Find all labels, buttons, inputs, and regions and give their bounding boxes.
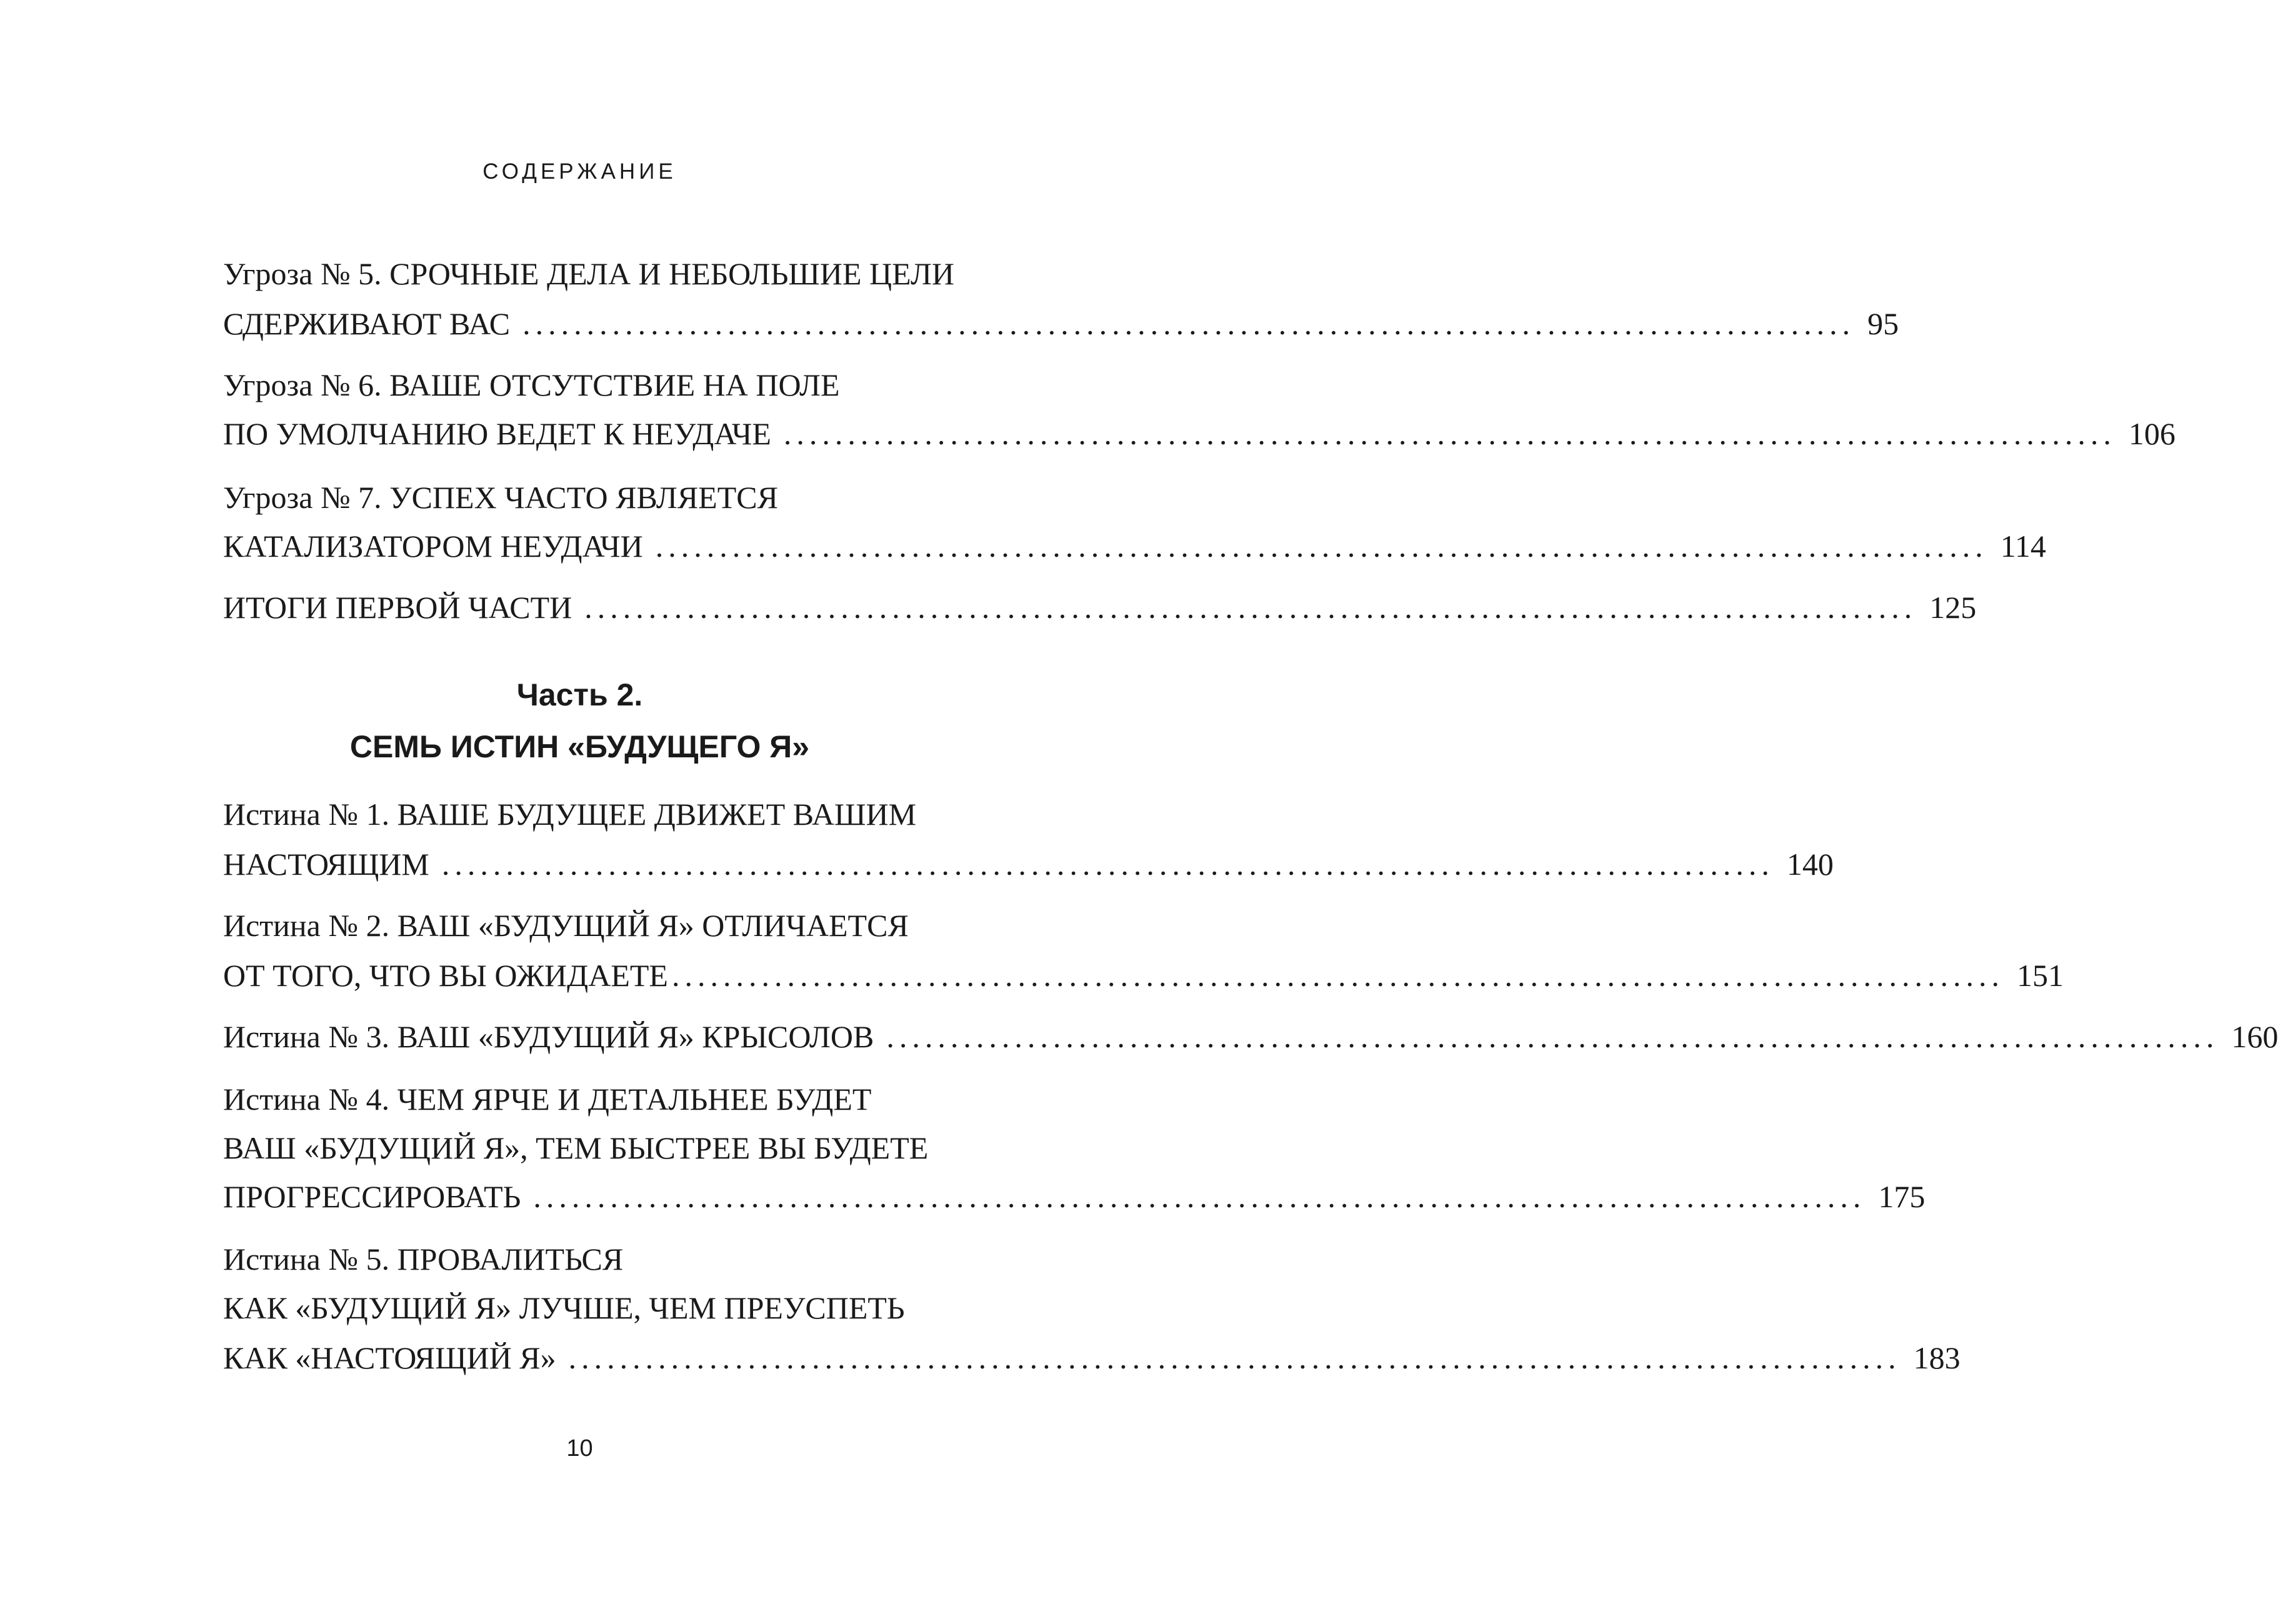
dot-leader: ........................................................................................................ — [584, 590, 1917, 625]
toc-entry-threat-6-line-1: Угроза № 6. ВАШЕ ОТСУТСТВИЕ НА ПОЛЕ — [223, 367, 840, 402]
toc-page-number: 95 — [1867, 306, 1899, 341]
toc-entry-threat-5-line-1: Угроза № 5. СРОЧНЫЕ ДЕЛА И НЕБОЛЬШИЕ ЦЕЛИ — [223, 256, 955, 291]
part-heading-title: СЕМЬ ИСТИН «БУДУЩЕГО Я» — [349, 729, 810, 764]
toc-page-number: 183 — [1913, 1340, 1961, 1375]
toc-entry-truth-4-line-2: ВАШ «БУДУЩИЙ Я», ТЕМ БЫСТРЕЕ ВЫ БУДЕТЕ — [223, 1130, 929, 1165]
toc-entry-truth-3-text: Истина № 3. ВАШ «БУДУЩИЙ Я» КРЫСОЛОВ — [223, 1019, 874, 1054]
toc-page-number: 151 — [2016, 958, 2064, 993]
toc-entry-threat-7-line-1: Угроза № 7. УСПЕХ ЧАСТО ЯВЛЯЕТСЯ — [223, 480, 778, 515]
toc-entry-truth-1-leader[interactable] — [223, 845, 1834, 883]
dot-leader: ........................................................................................................ — [671, 958, 2004, 993]
part-heading-number: Часть 2. — [516, 677, 643, 712]
toc-entry-threat-7-line-2: КАТАЛИЗАТОРОМ НЕУДАЧИ — [223, 529, 643, 564]
toc-entry-truth-4-leader[interactable] — [223, 1178, 1926, 1215]
dot-leader: ........................................................................................................ — [533, 1179, 1866, 1214]
running-head: СОДЕРЖАНИЕ — [482, 159, 677, 184]
toc-entry-truth-3[interactable] — [223, 1018, 2278, 1055]
toc-entry-threat-5-leader[interactable] — [223, 305, 1899, 342]
toc-page-number: 160 — [2231, 1019, 2278, 1054]
toc-entry-truth-2-line-1: Истина № 2. ВАШ «БУДУЩИЙ Я» ОТЛИЧАЕТСЯ — [223, 908, 909, 943]
toc-entry-truth-1-line-1: Истина № 1. ВАШЕ БУДУЩЕЕ ДВИЖЕТ ВАШИМ — [223, 797, 917, 832]
toc-entry-part1-summary-text: ИТОГИ ПЕРВОЙ ЧАСТИ — [223, 590, 572, 625]
toc-entry-truth-4-line-1: Истина № 4. ЧЕМ ЯРЧЕ И ДЕТАЛЬНЕЕ БУДЕТ — [223, 1082, 872, 1117]
toc-entry-threat-6-line-2: ПО УМОЛЧАНИЮ ВЕДЕТ К НЕУДАЧЕ — [223, 416, 771, 451]
page-number: 10 — [566, 1435, 593, 1462]
toc-entry-part1-summary[interactable] — [223, 589, 1977, 626]
dot-leader: ........................................................................................................ — [886, 1019, 2219, 1054]
dot-leader: ........................................................................................................ — [441, 847, 1774, 882]
dot-leader: ........................................................................................................ — [655, 529, 1988, 564]
toc-entry-truth-2-leader[interactable] — [223, 957, 2064, 994]
toc-entry-truth-1-line-2: НАСТОЯЩИМ — [223, 847, 429, 882]
toc-entry-threat-5-line-2: СДЕРЖИВАЮТ ВАС — [223, 306, 511, 341]
toc-entry-truth-4-line-3: ПРОГРЕССИРОВАТЬ — [223, 1179, 521, 1214]
toc-entry-threat-7-leader[interactable] — [223, 527, 2046, 565]
dot-leader: ........................................................................................................ — [783, 416, 2116, 451]
toc-entry-truth-5-leader[interactable] — [223, 1339, 1961, 1377]
toc-page-number: 140 — [1786, 847, 1834, 882]
toc-page-number: 106 — [2128, 416, 2176, 451]
dot-leader: ........................................................................................................ — [568, 1340, 1901, 1375]
dot-leader: ........................................................................................................ — [522, 306, 1856, 341]
toc-page-number: 125 — [1929, 590, 1977, 625]
toc-entry-threat-6-leader[interactable] — [223, 415, 2176, 452]
toc-page-number: 175 — [1878, 1179, 1926, 1214]
toc-entry-truth-5-line-1: Истина № 5. ПРОВАЛИТЬСЯ — [223, 1242, 624, 1277]
toc-entry-truth-5-line-3: КАК «НАСТОЯЩИЙ Я» — [223, 1340, 556, 1375]
toc-page-number: 114 — [2000, 529, 2046, 564]
toc-entry-truth-2-line-2: ОТ ТОГО, ЧТО ВЫ ОЖИДАЕТЕ — [223, 958, 668, 993]
toc-entry-truth-5-line-2: КАК «БУДУЩИЙ Я» ЛУЧШЕ, ЧЕМ ПРЕУСПЕТЬ — [223, 1290, 905, 1325]
